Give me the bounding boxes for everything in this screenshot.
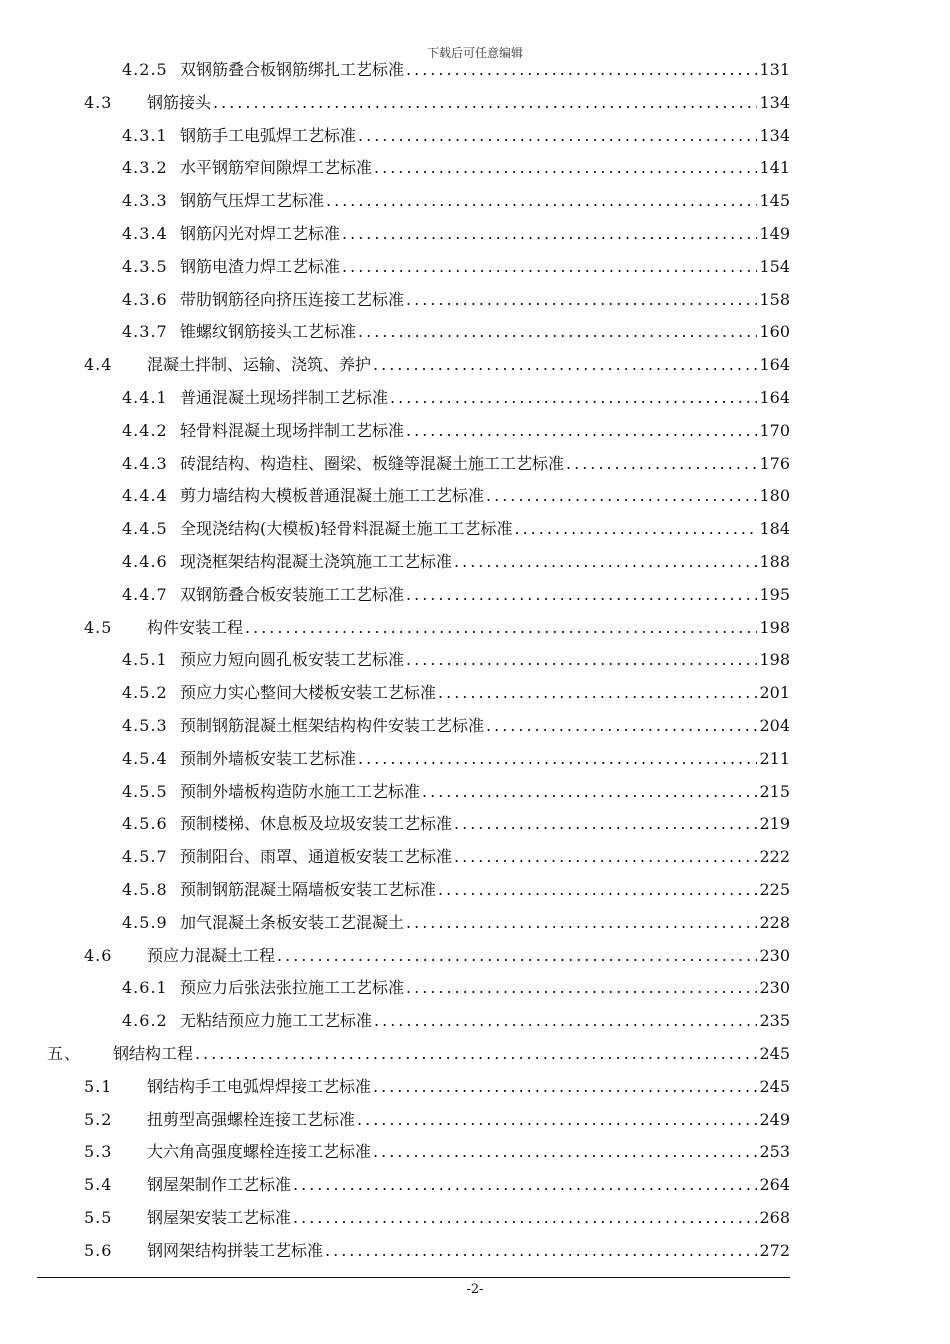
toc-entry-title: 预制楼梯、休息板及垃圾安装工艺标准 xyxy=(180,814,453,834)
toc-entry[interactable] xyxy=(84,1206,790,1230)
toc-entry-title: 剪力墙结构大模板普通混凝土施工工艺标准 xyxy=(180,486,485,506)
toc-entry[interactable] xyxy=(122,878,790,902)
toc-entry-title: 水平钢筋窄间隙焊工艺标准 xyxy=(180,158,373,178)
toc-entry-number: 4.2.5 xyxy=(122,60,168,79)
toc-leader-dots xyxy=(342,222,757,246)
toc-leader-dots xyxy=(406,648,757,672)
toc-entry[interactable] xyxy=(84,1108,790,1132)
toc-entry[interactable] xyxy=(122,747,790,771)
toc-entry[interactable] xyxy=(122,911,790,935)
toc-leader-dots xyxy=(566,452,757,476)
toc-leader-dots xyxy=(438,878,757,902)
toc-entry[interactable] xyxy=(122,156,790,180)
toc-leader-dots xyxy=(422,780,757,804)
toc-entry-page: 230 xyxy=(759,978,790,998)
toc-entry[interactable] xyxy=(122,1009,790,1033)
toc-entry[interactable] xyxy=(122,288,790,312)
toc-entry-title: 带肋钢筋径向挤压连接工艺标准 xyxy=(180,289,405,309)
toc-entry-title: 钢网架结构拼装工艺标准 xyxy=(147,1240,324,1260)
toc-leader-dots xyxy=(454,845,757,869)
toc-entry-title: 预制阳台、雨罩、通道板安装工艺标准 xyxy=(180,847,453,867)
toc-entry-page: 158 xyxy=(759,289,790,309)
toc-entry-title: 钢结构工程 xyxy=(113,1044,194,1063)
toc-leader-dots xyxy=(293,1173,757,1197)
toc-entry[interactable] xyxy=(122,484,790,508)
toc-entry[interactable] xyxy=(84,1075,790,1099)
toc-entry-page: 219 xyxy=(759,814,790,834)
toc-entry-page: 222 xyxy=(759,847,790,867)
toc-entry[interactable] xyxy=(122,124,790,148)
toc-entry-page: 164 xyxy=(759,388,790,407)
toc-entry-title: 预制钢筋混凝土隔墙板安装工艺标准 xyxy=(180,880,437,899)
toc-entry-page: 253 xyxy=(759,1142,790,1162)
toc-leader-dots xyxy=(454,550,757,574)
toc-entry-number: 5.3 xyxy=(84,1142,113,1162)
toc-entry-number: 4.3.7 xyxy=(122,322,168,342)
toc-leader-dots xyxy=(373,1140,757,1164)
toc-entry-number: 4.4.3 xyxy=(122,453,168,473)
toc-entry[interactable] xyxy=(122,58,790,82)
toc-entry-page: 272 xyxy=(759,1240,790,1260)
toc-entry-page: 245 xyxy=(759,1076,790,1096)
toc-entry-page: 225 xyxy=(759,880,790,899)
toc-entry-page: 154 xyxy=(759,256,790,276)
toc-leader-dots xyxy=(358,320,757,344)
toc-leader-dots xyxy=(515,517,758,541)
toc-entry-number: 4.5.9 xyxy=(122,912,168,932)
toc-entry[interactable] xyxy=(84,616,790,640)
toc-entry-title: 预应力混凝土工程 xyxy=(147,945,276,965)
toc-entry[interactable] xyxy=(122,550,790,574)
toc-entry-title: 预制外墙板安装工艺标准 xyxy=(180,748,357,768)
toc-entry-number: 4.4.7 xyxy=(122,584,168,604)
toc-entry-title: 轻骨料混凝土现场拌制工艺标准 xyxy=(180,420,405,440)
toc-entry-page: 245 xyxy=(759,1044,790,1063)
toc-entry-title: 钢筋闪光对焊工艺标准 xyxy=(180,224,341,243)
toc-entry[interactable] xyxy=(122,714,790,738)
toc-entry-title: 双钢筋叠合板安装施工工艺标准 xyxy=(180,584,405,604)
toc-entry-title: 预应力实心整间大楼板安装工艺标准 xyxy=(180,683,437,703)
toc-entry-title: 无粘结预应力施工工艺标准 xyxy=(180,1011,373,1031)
toc-leader-dots xyxy=(390,386,757,410)
toc-entry-page: 188 xyxy=(759,552,790,571)
toc-entry[interactable] xyxy=(122,419,790,443)
toc-entry-page: 176 xyxy=(759,453,790,473)
toc-entry[interactable] xyxy=(122,517,790,541)
toc-entry[interactable] xyxy=(122,648,790,672)
toc-entry-number: 4.3.1 xyxy=(122,125,168,145)
toc-entry-page: 211 xyxy=(759,748,790,768)
toc-leader-dots xyxy=(325,1239,757,1263)
toc-entry[interactable] xyxy=(122,189,790,213)
toc-entry[interactable] xyxy=(84,353,790,377)
toc-entry[interactable] xyxy=(122,452,790,476)
toc-entry-page: 195 xyxy=(759,584,790,604)
toc-entry-title: 钢筋接头 xyxy=(147,92,212,112)
toc-entry-title: 砖混结构、构造柱、圈梁、板缝等混凝土施工工艺标准 xyxy=(180,453,565,473)
toc-entry-number: 4.4.5 xyxy=(122,519,168,539)
toc-entry-page: 160 xyxy=(759,322,790,342)
toc-entry[interactable] xyxy=(122,583,790,607)
toc-entry[interactable] xyxy=(84,91,790,115)
toc-entry-number: 4.4.2 xyxy=(122,420,168,440)
toc-entry-page: 230 xyxy=(759,945,790,965)
toc-entry-title: 全现浇结构(大模板)轻骨料混凝土施工工艺标准 xyxy=(180,519,513,539)
toc-entry-page: 170 xyxy=(759,420,790,440)
toc-entry-number: 5.4 xyxy=(84,1175,113,1195)
toc-leader-dots xyxy=(358,747,757,771)
toc-entry-page: 204 xyxy=(759,716,790,735)
toc-entry-number: 4.5.4 xyxy=(122,748,168,768)
toc-entry-page: 198 xyxy=(759,617,790,637)
toc-entry-title: 钢筋电渣力焊工艺标准 xyxy=(180,256,341,276)
toc-entry-number: 4.4 xyxy=(84,355,113,375)
toc-entry[interactable] xyxy=(122,812,790,836)
toc-entry-title: 钢屋架安装工艺标准 xyxy=(147,1208,292,1227)
toc-entry-page: 145 xyxy=(759,191,790,211)
toc-entry[interactable] xyxy=(47,1042,790,1066)
toc-entry-title: 钢屋架制作工艺标准 xyxy=(147,1175,292,1195)
toc-entry-page: 268 xyxy=(759,1208,790,1227)
toc-entry-title: 现浇框架结构混凝土浇筑施工工艺标准 xyxy=(180,552,453,571)
toc-leader-dots xyxy=(293,1206,757,1230)
toc-entry-number: 五、 xyxy=(47,1044,82,1063)
toc-entry[interactable] xyxy=(84,1140,790,1164)
toc-entry-number: 4.5.8 xyxy=(122,880,168,899)
page-header: 下载后可任意编辑 xyxy=(426,46,523,60)
toc-entry-page: 134 xyxy=(759,92,790,112)
toc-entry-number: 4.6.2 xyxy=(122,1011,168,1031)
toc-entry-page: 180 xyxy=(759,486,790,506)
toc-entry-title: 预应力后张法张拉施工工艺标准 xyxy=(180,978,405,998)
toc-entry-number: 4.3.6 xyxy=(122,289,168,309)
toc-leader-dots xyxy=(374,1009,757,1033)
toc-entry-page: 215 xyxy=(759,781,790,801)
toc-entry-number: 4.3.3 xyxy=(122,191,168,211)
toc-entry-title: 混凝土拌制、运输、浇筑、养护 xyxy=(147,355,372,375)
toc-entry-number: 5.6 xyxy=(84,1240,113,1260)
toc-entry-number: 4.3.4 xyxy=(122,224,168,243)
toc-entry[interactable] xyxy=(122,222,790,246)
toc-entry-number: 4.3.5 xyxy=(122,256,168,276)
toc-leader-dots xyxy=(374,156,757,180)
toc-leader-dots xyxy=(245,616,757,640)
toc-entry-number: 4.5.2 xyxy=(122,683,168,703)
toc-entry[interactable] xyxy=(84,1173,790,1197)
toc-entry-title: 普通混凝土现场拌制工艺标准 xyxy=(180,388,389,407)
toc-leader-dots xyxy=(486,484,757,508)
toc-entry-page: 149 xyxy=(759,224,790,243)
toc-entry[interactable] xyxy=(122,320,790,344)
toc-leader-dots xyxy=(406,976,757,1000)
toc-entry[interactable] xyxy=(122,255,790,279)
toc-leader-dots xyxy=(195,1042,757,1066)
toc-entry-number: 4.5.3 xyxy=(122,716,168,735)
toc-leader-dots xyxy=(277,944,757,968)
toc-entry-number: 5.2 xyxy=(84,1109,113,1129)
toc-leader-dots xyxy=(326,189,757,213)
toc-entry-number: 4.3 xyxy=(84,92,113,112)
toc-leader-dots xyxy=(373,1075,757,1099)
toc-leader-dots xyxy=(342,255,757,279)
toc-entry-number: 4.4.6 xyxy=(122,552,168,571)
toc-leader-dots xyxy=(406,58,757,82)
toc-entry-number: 4.5.7 xyxy=(122,847,168,867)
toc-leader-dots xyxy=(358,124,757,148)
toc-entry[interactable] xyxy=(122,681,790,705)
toc-entry[interactable] xyxy=(122,386,790,410)
toc-entry[interactable] xyxy=(122,780,790,804)
toc-entry-number: 4.5.1 xyxy=(122,650,168,670)
toc-entry-title: 钢筋气压焊工艺标准 xyxy=(180,191,325,211)
toc-entry-title: 预制外墙板构造防水施工工艺标准 xyxy=(180,781,421,801)
toc-entry[interactable] xyxy=(122,976,790,1000)
toc-entry-page: 249 xyxy=(759,1109,790,1129)
toc-entry-number: 4.5.5 xyxy=(122,781,168,801)
toc-entry-title: 大六角高强度螺栓连接工艺标准 xyxy=(147,1142,372,1162)
toc-entry[interactable] xyxy=(122,845,790,869)
toc-entry-page: 141 xyxy=(759,158,790,178)
toc-entry-title: 扭剪型高强螺栓连接工艺标准 xyxy=(147,1109,356,1129)
toc-entry[interactable] xyxy=(84,1239,790,1263)
toc-entry-number: 4.6 xyxy=(84,945,113,965)
toc-entry-page: 235 xyxy=(759,1011,790,1031)
toc-leader-dots xyxy=(357,1108,757,1132)
toc-entry-number: 4.4.4 xyxy=(122,486,168,506)
toc-entry-title: 预应力短向圆孔板安装工艺标准 xyxy=(180,650,405,670)
footer-divider xyxy=(37,1277,790,1278)
toc-entry-page: 228 xyxy=(759,912,790,932)
toc-leader-dots xyxy=(406,419,757,443)
toc-entry-title: 双钢筋叠合板钢筋绑扎工艺标准 xyxy=(180,60,405,79)
page-number: -2- xyxy=(466,1282,484,1297)
toc-entry-number: 4.4.1 xyxy=(122,388,168,407)
toc-entry-title: 预制钢筋混凝土框架结构构件安装工艺标准 xyxy=(180,716,485,735)
toc-entry-page: 201 xyxy=(759,683,790,703)
toc-entry-title: 锥螺纹钢筋接头工艺标准 xyxy=(180,322,357,342)
toc-entry-number: 4.5.6 xyxy=(122,814,168,834)
toc-leader-dots xyxy=(406,288,757,312)
toc-leader-dots xyxy=(406,583,757,607)
toc-entry-page: 184 xyxy=(759,519,790,539)
toc-entry-number: 5.1 xyxy=(84,1076,113,1096)
toc-entry-page: 134 xyxy=(759,125,790,145)
toc-leader-dots xyxy=(373,353,757,377)
toc-entry-number: 4.3.2 xyxy=(122,158,168,178)
toc-entry[interactable] xyxy=(84,944,790,968)
toc-entry-title: 钢结构手工电弧焊焊接工艺标准 xyxy=(147,1076,372,1096)
toc-leader-dots xyxy=(406,911,757,935)
toc-leader-dots xyxy=(486,714,757,738)
toc-entry-page: 131 xyxy=(759,60,790,79)
toc-entry-title: 钢筋手工电弧焊工艺标准 xyxy=(180,125,357,145)
toc-entry-title: 加气混凝土条板安装工艺混凝土 xyxy=(180,912,405,932)
toc-entry-number: 5.5 xyxy=(84,1208,113,1227)
toc-entry-page: 198 xyxy=(759,650,790,670)
toc-entry-number: 4.5 xyxy=(84,617,113,637)
toc-entry-page: 164 xyxy=(759,355,790,375)
toc-entry-page: 264 xyxy=(759,1175,790,1195)
toc-leader-dots xyxy=(454,812,757,836)
toc-leader-dots xyxy=(213,91,757,115)
toc-entry-number: 4.6.1 xyxy=(122,978,168,998)
toc-leader-dots xyxy=(438,681,757,705)
toc-entry-title: 构件安装工程 xyxy=(147,617,244,637)
